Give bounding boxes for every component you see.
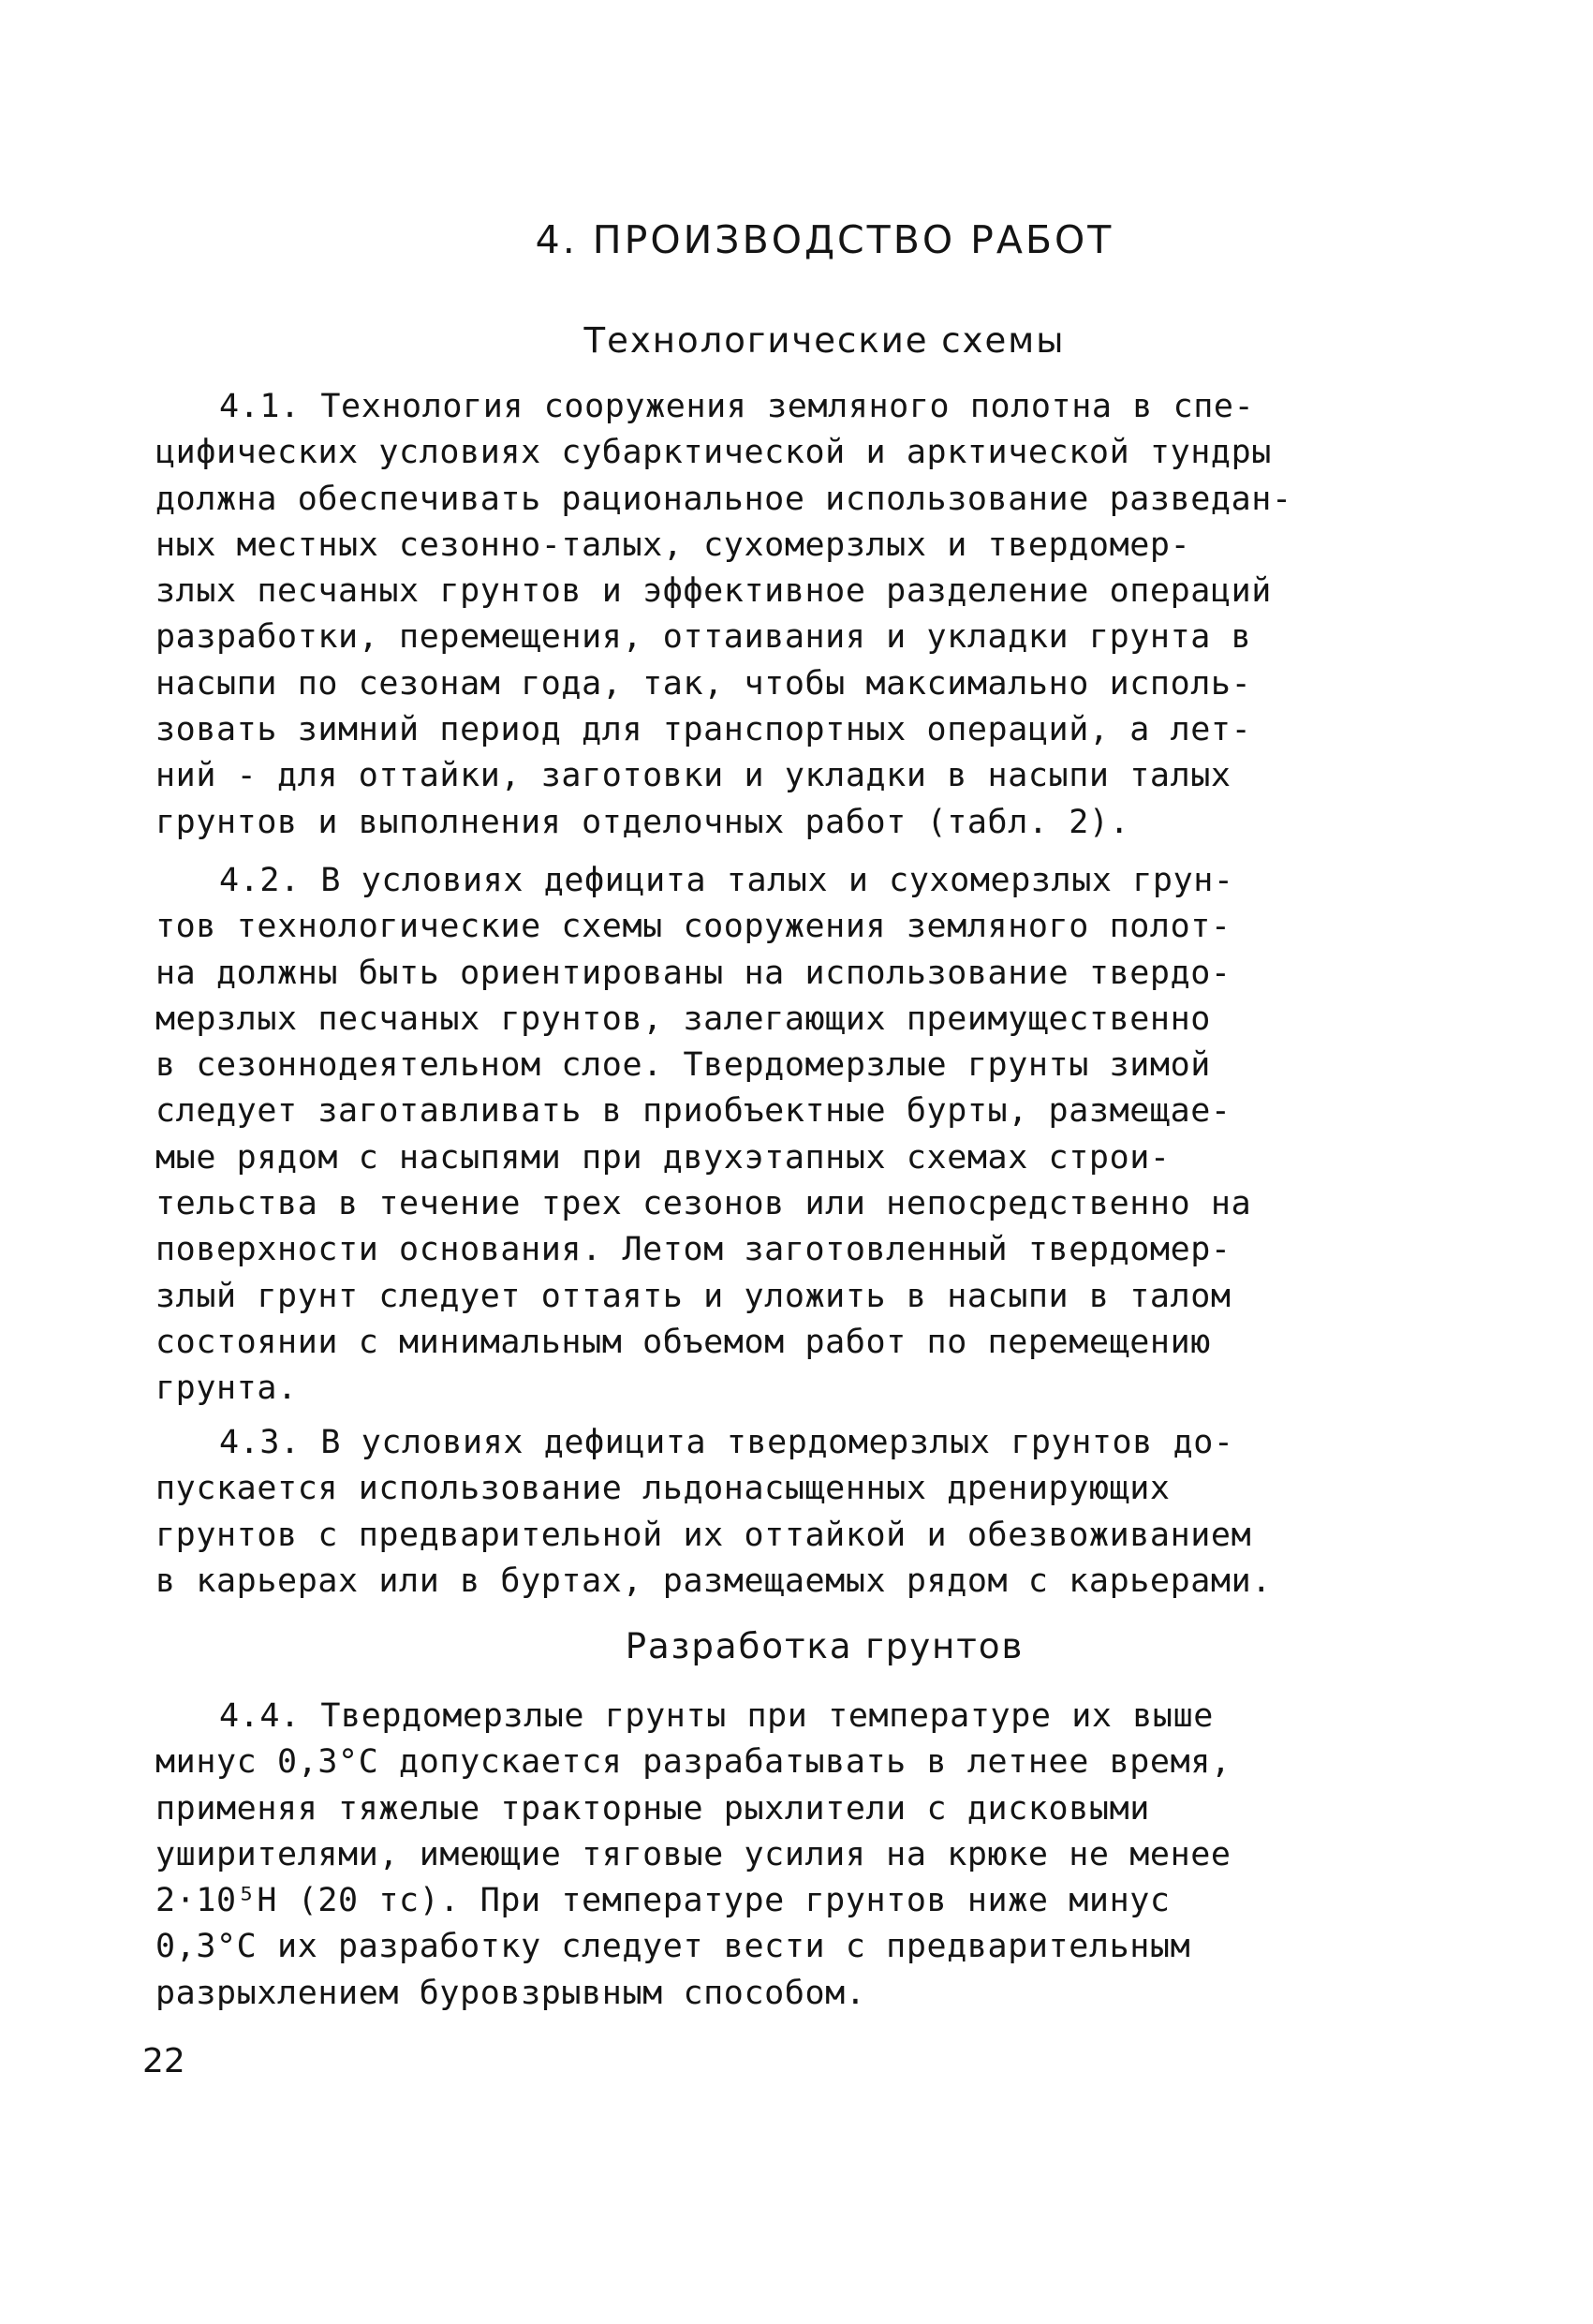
paragraph-line: поверхности основания. Летом заготовленный твердомер- bbox=[155, 1231, 1232, 1269]
paragraph-line: разрыхлением буровзрывным способом. bbox=[155, 1974, 866, 2012]
paragraph-line: следует заготавливать в приобъектные бурты, размещае- bbox=[155, 1092, 1232, 1131]
paragraph-line: ных местных сезонно-талых, сухомерзлых и твердомер- bbox=[155, 525, 1191, 564]
paragraph-line: пускается использование льдонасыщенных дренирующих bbox=[155, 1470, 1171, 1508]
paragraph-line: мерзлых песчаных грунтов, залегающих преимущественно bbox=[155, 999, 1211, 1038]
chapter-title: 4. ПРОИЗВОДСТВО РАБОТ bbox=[535, 217, 1114, 262]
paragraph-line: злых песчаных грунтов и эффективное разделение операций bbox=[155, 572, 1272, 611]
paragraph-line: 4.2. В условиях дефицита талых и сухомерзлых грун- bbox=[219, 862, 1234, 899]
paragraph-4-1 bbox=[155, 384, 1448, 846]
paragraph-line: в сезоннодеятельном слое. Твердомерзлые грунты зимой bbox=[155, 1046, 1211, 1085]
paragraph-line: 4.3. В условиях дефицита твердомерзлых грунтов до- bbox=[219, 1424, 1234, 1461]
paragraph-4-2 bbox=[155, 858, 1448, 1413]
paragraph-line: минус 0,3°С допускается разрабатывать в летнее время, bbox=[155, 1743, 1232, 1782]
paragraph-line: разработки, перемещения, оттаивания и укладки грунта в bbox=[155, 618, 1252, 657]
paragraph-line: мые рядом с насыпями при двухэтапных схемах строи- bbox=[155, 1138, 1171, 1177]
paragraph-4-4 bbox=[155, 1694, 1448, 2017]
paragraph-line: 0,3°С их разработку следует вести с предварительным bbox=[155, 1928, 1191, 1966]
paragraph-line: ний - для оттайки, заготовки и укладки в насыпи талых bbox=[155, 757, 1232, 795]
paragraph-line: на должны быть ориентированы на использование твердо- bbox=[155, 954, 1232, 992]
paragraph-line: грунта. bbox=[155, 1369, 298, 1408]
paragraph-line: тельства в течение трех сезонов или непосредственно на bbox=[155, 1185, 1252, 1223]
paragraph-line: 4.1. Технология сооружения земляного полотна в спе- bbox=[219, 388, 1255, 425]
paragraph-line: тов технологические схемы сооружения земляного полот- bbox=[155, 908, 1232, 946]
paragraph-line: должна обеспечивать рациональное использование разведан- bbox=[155, 480, 1292, 518]
paragraph-line: 2·10⁵Н (20 тс). При температуре грунтов ниже минус bbox=[155, 1882, 1171, 1920]
page-number: 22 bbox=[142, 2042, 185, 2080]
paragraph-line: применяя тяжелые тракторные рыхлители с дисковыми bbox=[155, 1789, 1150, 1828]
paragraph-line: грунтов и выполнения отделочных работ (табл. 2). bbox=[155, 803, 1130, 841]
paragraph-line: 4.4. Твердомерзлые грунты при температуре их выше bbox=[219, 1697, 1214, 1735]
section-title-soil-excavation: Разработка грунтов bbox=[625, 1626, 1025, 1666]
paragraph-line: зовать зимний период для транспортных операций, а лет- bbox=[155, 711, 1252, 749]
paragraph-line: в карьерах или в буртах, размещаемых рядом с карьерами. bbox=[155, 1562, 1272, 1600]
paragraph-4-3 bbox=[155, 1420, 1448, 1605]
paragraph-line: состоянии с минимальным объемом работ по перемещению bbox=[155, 1323, 1211, 1361]
paragraph-line: цифических условиях субарктической и арктической тундры bbox=[155, 434, 1272, 472]
paragraph-line: грунтов с предварительной их оттайкой и обезвоживанием bbox=[155, 1516, 1252, 1554]
paragraph-line: насыпи по сезонам года, так, чтобы максимально исполь- bbox=[155, 664, 1252, 703]
paragraph-line: уширителями, имеющие тяговые усилия на крюке не менее bbox=[155, 1835, 1232, 1873]
paragraph-line: злый грунт следует оттаять и уложить в насыпи в талом bbox=[155, 1277, 1232, 1315]
section-title-technological-schemes: Технологические схемы bbox=[583, 320, 1066, 361]
